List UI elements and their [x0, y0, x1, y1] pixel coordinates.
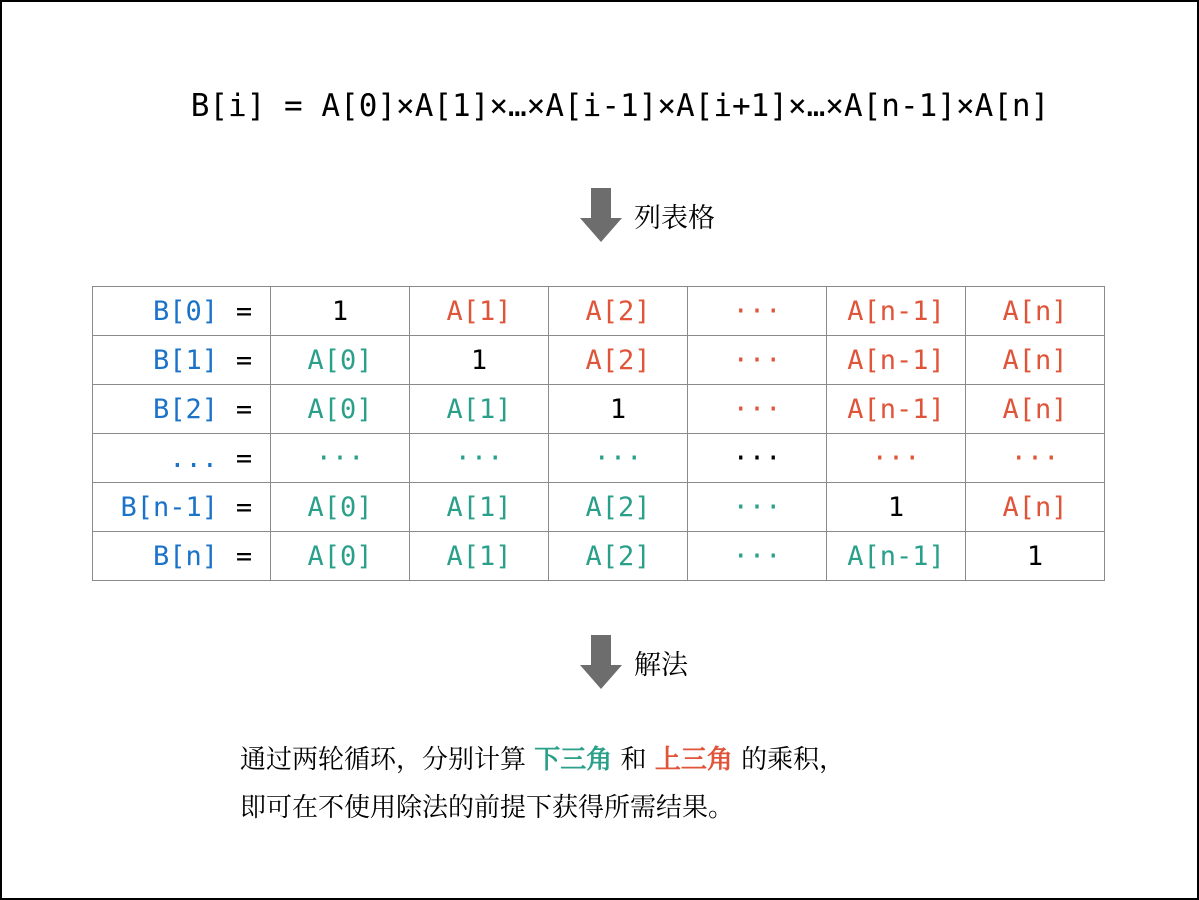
step-solution [580, 635, 688, 689]
matrix-row [93, 434, 1105, 483]
matrix-cell: A[n-1] [827, 385, 966, 434]
matrix-cell: A[2] [549, 336, 688, 385]
matrix-cell: A[1] [410, 385, 549, 434]
matrix-cell: ··· [966, 434, 1105, 483]
row-lhs [93, 336, 271, 385]
description-line-1 [240, 736, 845, 784]
matrix-cell: A[1] [410, 483, 549, 532]
row-lhs [93, 385, 271, 434]
equals-sign: = [235, 393, 253, 425]
equals-sign: = [235, 295, 253, 327]
matrix-cell: A[n] [966, 483, 1105, 532]
equals-sign: = [235, 540, 253, 572]
down-arrow-icon [580, 635, 622, 689]
matrix-cell: 1 [271, 287, 410, 336]
row-label: B[n-1] [120, 491, 218, 523]
matrix-cell: A[0] [271, 483, 410, 532]
matrix-cell: 1 [549, 385, 688, 434]
matrix-cell: 1 [410, 336, 549, 385]
row-lhs [93, 287, 271, 336]
matrix-cell: ··· [688, 287, 827, 336]
product-matrix [92, 286, 1105, 581]
row-lhs [93, 434, 271, 483]
row-lhs [93, 532, 271, 581]
matrix-row [93, 385, 1105, 434]
equals-sign: = [235, 344, 253, 376]
matrix-cell: A[2] [549, 287, 688, 336]
description-line-2: 即可在不使用除法的前提下获得所需结果。 [240, 793, 735, 823]
description-suffix: 的乘积， [732, 745, 846, 775]
row-label: B[0] [152, 295, 218, 327]
matrix-cell: A[n] [966, 385, 1105, 434]
step-label: 解法 [634, 649, 688, 681]
matrix-cell: 1 [827, 483, 966, 532]
matrix-cell: ··· [827, 434, 966, 483]
description-prefix: 通过两轮循环，分别计算 [240, 745, 535, 775]
matrix-cell: A[n-1] [827, 287, 966, 336]
row-label: B[2] [152, 393, 218, 425]
upper-triangle-term: 上三角 [654, 745, 733, 775]
matrix-cell: ··· [688, 336, 827, 385]
matrix-cell: 1 [966, 532, 1105, 581]
matrix-cell: ··· [271, 434, 410, 483]
step-label: 列表格 [634, 202, 715, 234]
matrix-cell: ··· [688, 385, 827, 434]
matrix-row [93, 287, 1105, 336]
matrix-cell: ··· [688, 532, 827, 581]
lower-triangle-term: 下三角 [534, 745, 613, 775]
row-label: ... [169, 442, 218, 474]
row-lhs [93, 483, 271, 532]
row-label: B[1] [152, 344, 218, 376]
matrix-cell: A[n-1] [827, 336, 966, 385]
description [240, 736, 845, 832]
matrix-cell: A[2] [549, 532, 688, 581]
matrix-cell: A[1] [410, 287, 549, 336]
matrix-row [93, 336, 1105, 385]
description-middle: 和 [612, 745, 655, 775]
matrix-cell: A[1] [410, 532, 549, 581]
matrix-cell: ··· [410, 434, 549, 483]
row-label: B[n] [152, 540, 218, 572]
equals-sign: = [235, 491, 253, 523]
matrix-cell: ··· [688, 483, 827, 532]
matrix-cell: A[2] [549, 483, 688, 532]
matrix-cell: A[0] [271, 336, 410, 385]
matrix-cell: ··· [688, 434, 827, 483]
matrix-row [93, 532, 1105, 581]
matrix-row [93, 483, 1105, 532]
equals-sign: = [235, 442, 253, 474]
matrix-cell: A[n] [966, 287, 1105, 336]
matrix-cell: A[0] [271, 532, 410, 581]
matrix-cell: A[n-1] [827, 532, 966, 581]
matrix-cell: A[n] [966, 336, 1105, 385]
formula: B[i] = A[0]×A[1]×…×A[i-1]×A[i+1]×…×A[n-1]×A[n] [190, 88, 1050, 124]
matrix-cell: A[0] [271, 385, 410, 434]
down-arrow-icon [580, 188, 622, 242]
step-list-table [580, 188, 715, 242]
matrix-cell: ··· [549, 434, 688, 483]
